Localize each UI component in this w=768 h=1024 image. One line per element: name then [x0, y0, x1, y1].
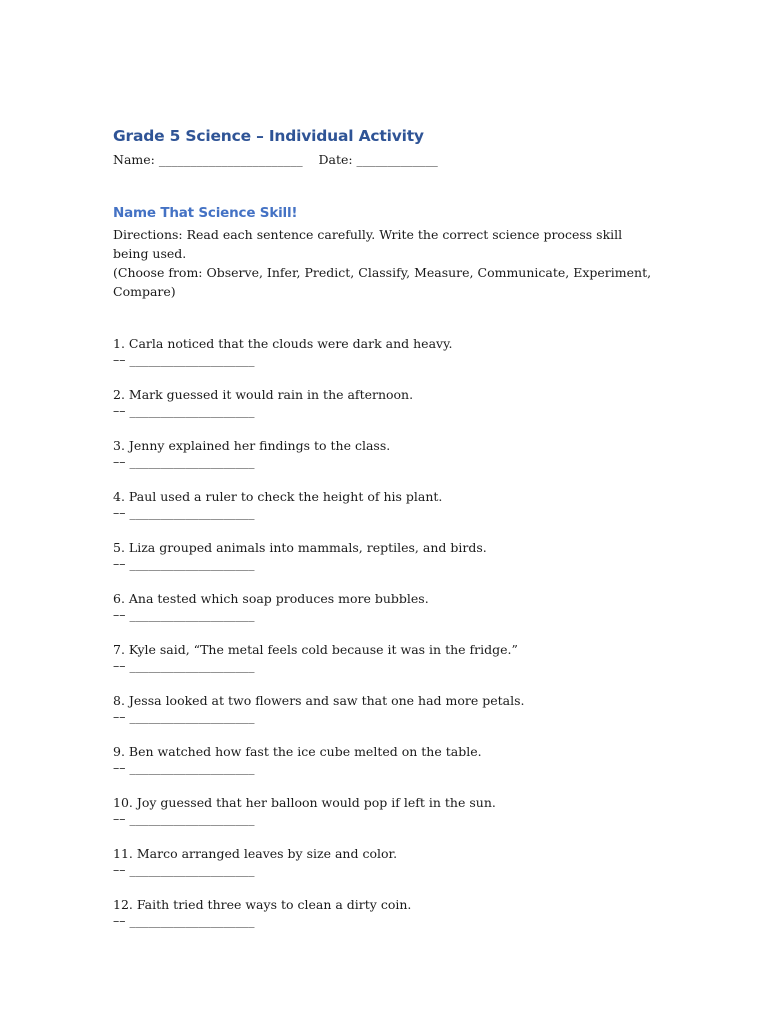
- question-text: 10. Joy guessed that her balloon would pop if left in the sun.: [113, 795, 496, 810]
- question-item: [113, 487, 673, 538]
- directions-line: Compare): [113, 284, 176, 299]
- name-date-line: Name: _______________________ Date: _____________: [113, 152, 438, 167]
- answer-blank: –– ____________________: [113, 913, 255, 928]
- question-item: [113, 742, 673, 793]
- question-item: [113, 538, 673, 589]
- answer-blank: –– ____________________: [113, 505, 255, 520]
- question-item: [113, 793, 673, 844]
- question-text: 8. Jessa looked at two flowers and saw that one had more petals.: [113, 693, 525, 708]
- directions-line: (Choose from: Observe, Infer, Predict, Classify, Measure, Communicate, Experiment,: [113, 265, 652, 280]
- answer-blank: –– ____________________: [113, 709, 255, 724]
- directions: [113, 225, 658, 301]
- answer-blank: –– ____________________: [113, 862, 255, 877]
- question-text: 4. Paul used a ruler to check the height of his plant.: [113, 489, 443, 504]
- question-item: [113, 691, 673, 742]
- answer-blank: –– ____________________: [113, 811, 255, 826]
- question-list: [113, 334, 673, 946]
- question-text: 12. Faith tried three ways to clean a dirty coin.: [113, 897, 412, 912]
- section-heading: Name That Science Skill!: [113, 205, 298, 221]
- answer-blank: –– ____________________: [113, 556, 255, 571]
- question-item: [113, 895, 673, 946]
- question-text: 7. Kyle said, “The metal feels cold because it was in the fridge.”: [113, 642, 518, 657]
- answer-blank: –– ____________________: [113, 352, 255, 367]
- question-text: 11. Marco arranged leaves by size and color.: [113, 846, 398, 861]
- directions-line: Directions: Read each sentence carefully. Write the correct science process skill being used.: [113, 227, 623, 261]
- answer-blank: –– ____________________: [113, 403, 255, 418]
- question-item: [113, 334, 673, 385]
- question-item: [113, 436, 673, 487]
- answer-blank: –– ____________________: [113, 760, 255, 775]
- question-text: 5. Liza grouped animals into mammals, reptiles, and birds.: [113, 540, 487, 555]
- question-text: 3. Jenny explained her findings to the class.: [113, 438, 391, 453]
- question-item: [113, 844, 673, 895]
- question-text: 1. Carla noticed that the clouds were dark and heavy.: [113, 336, 453, 351]
- worksheet-page: [113, 124, 673, 946]
- question-text: 2. Mark guessed it would rain in the afternoon.: [113, 387, 414, 402]
- question-item: [113, 589, 673, 640]
- question-item: [113, 385, 673, 436]
- question-item: [113, 640, 673, 691]
- answer-blank: –– ____________________: [113, 607, 255, 622]
- document-title: Grade 5 Science – Individual Activity: [113, 127, 424, 145]
- answer-blank: –– ____________________: [113, 454, 255, 469]
- question-text: 6. Ana tested which soap produces more bubbles.: [113, 591, 429, 606]
- question-text: 9. Ben watched how fast the ice cube melted on the table.: [113, 744, 482, 759]
- answer-blank: –– ____________________: [113, 658, 255, 673]
